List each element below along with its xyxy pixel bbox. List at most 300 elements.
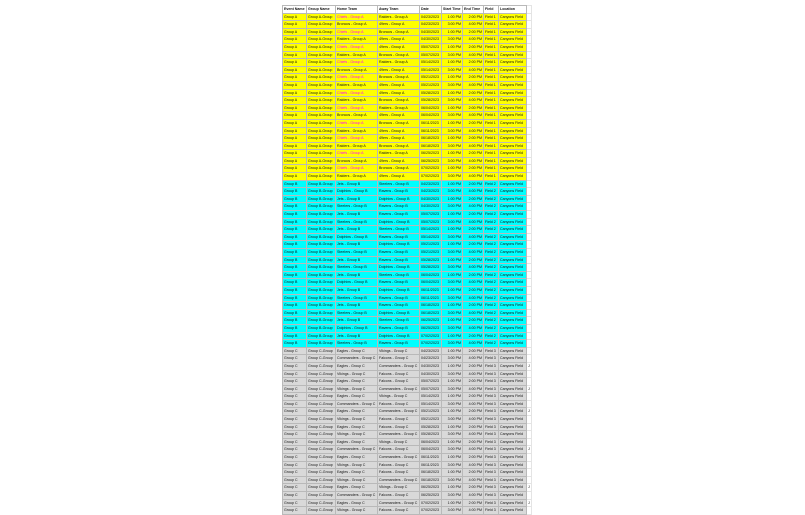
cell-location[interactable]: Canyons Field	[499, 256, 527, 264]
cell-event-name[interactable]: Group A	[283, 66, 307, 74]
cell-extra[interactable]	[527, 211, 532, 219]
cell-location[interactable]: Canyons Field	[499, 469, 527, 477]
cell-start-time[interactable]: 3:00 PM	[442, 203, 463, 211]
cell-home-team[interactable]: Commanders - Group C	[336, 400, 378, 408]
cell-event-name[interactable]: Group A	[283, 127, 307, 135]
cell-date[interactable]: 05/28/2023	[420, 423, 442, 431]
cell-away-team[interactable]: Raiders - Group A	[378, 59, 420, 67]
cell-away-team[interactable]: Ravens - Group B	[378, 249, 420, 257]
cell-group-name[interactable]: Group A-Group	[307, 74, 336, 82]
cell-field[interactable]: Field 2	[484, 286, 499, 294]
cell-date[interactable]: 06/25/2023	[420, 324, 442, 332]
cell-home-team[interactable]: Chiefs - Group A	[336, 119, 378, 127]
cell-location[interactable]: Canyons Field	[499, 438, 527, 446]
cell-start-time[interactable]: 1:00 PM	[442, 119, 463, 127]
cell-home-team[interactable]: Chiefs - Group A	[336, 28, 378, 36]
cell-group-name[interactable]: Group B-Group	[307, 340, 336, 348]
cell-home-team[interactable]: Jets - Group B	[336, 317, 378, 325]
cell-group-name[interactable]: Group B-Group	[307, 180, 336, 188]
cell-home-team[interactable]: Vikings - Group C	[336, 431, 378, 439]
cell-away-team[interactable]: Ravens - Group B	[378, 294, 420, 302]
cell-end-time[interactable]: 4:00 PM	[463, 81, 484, 89]
cell-start-time[interactable]: 3:00 PM	[442, 142, 463, 150]
cell-end-time[interactable]: 2:00 PM	[463, 256, 484, 264]
cell-field[interactable]: Field 2	[484, 226, 499, 234]
cell-event-name[interactable]: Group B	[283, 279, 307, 287]
cell-location[interactable]: Canyons Field	[499, 264, 527, 272]
cell-field[interactable]: Field 1	[484, 127, 499, 135]
cell-field[interactable]: Field 2	[484, 241, 499, 249]
cell-home-team[interactable]: Jets - Group B	[336, 241, 378, 249]
cell-extra[interactable]	[527, 294, 532, 302]
cell-home-team[interactable]: Steelers - Group B	[336, 340, 378, 348]
cell-extra[interactable]	[527, 36, 532, 44]
cell-event-name[interactable]: Group C	[283, 492, 307, 500]
cell-event-name[interactable]: Group C	[283, 438, 307, 446]
cell-date[interactable]: 04/23/2023	[420, 180, 442, 188]
cell-away-team[interactable]: Commanders - Group C	[378, 362, 420, 370]
cell-away-team[interactable]: Ravens - Group B	[378, 211, 420, 219]
cell-group-name[interactable]: Group B-Group	[307, 203, 336, 211]
cell-location[interactable]: Canyons Field	[499, 294, 527, 302]
cell-group-name[interactable]: Group B-Group	[307, 271, 336, 279]
cell-start-time[interactable]: 1:00 PM	[442, 469, 463, 477]
cell-home-team[interactable]: Commanders - Group C	[336, 446, 378, 454]
cell-group-name[interactable]: Group A-Group	[307, 89, 336, 97]
cell-end-time[interactable]: 2:00 PM	[463, 13, 484, 21]
cell-away-team[interactable]: Ravens - Group B	[378, 203, 420, 211]
cell-extra[interactable]	[527, 28, 532, 36]
cell-field[interactable]: Field 1	[484, 157, 499, 165]
cell-end-time[interactable]: 4:00 PM	[463, 294, 484, 302]
cell-date[interactable]: 05/14/2023	[420, 393, 442, 401]
cell-group-name[interactable]: Group A-Group	[307, 97, 336, 105]
cell-event-name[interactable]: Group C	[283, 423, 307, 431]
cell-event-name[interactable]: Group A	[283, 51, 307, 59]
column-header-extra[interactable]	[527, 6, 532, 14]
cell-extra[interactable]	[527, 21, 532, 29]
cell-start-time[interactable]: 3:00 PM	[442, 294, 463, 302]
cell-field[interactable]: Field 3	[484, 355, 499, 363]
cell-extra[interactable]	[527, 309, 532, 317]
cell-field[interactable]: Field 2	[484, 302, 499, 310]
cell-away-team[interactable]: Dolphins - Group B	[378, 264, 420, 272]
cell-field[interactable]: Field 3	[484, 378, 499, 386]
cell-start-time[interactable]: 3:00 PM	[442, 249, 463, 257]
cell-extra[interactable]	[527, 370, 532, 378]
cell-location[interactable]: Canyons Field	[499, 431, 527, 439]
cell-group-name[interactable]: Group B-Group	[307, 211, 336, 219]
cell-event-name[interactable]: Group A	[283, 119, 307, 127]
cell-date[interactable]: 07/02/2023	[420, 173, 442, 181]
cell-extra[interactable]	[527, 203, 532, 211]
cell-event-name[interactable]: Group A	[283, 74, 307, 82]
cell-event-name[interactable]: Group A	[283, 173, 307, 181]
cell-away-team[interactable]: Broncos - Group A	[378, 142, 420, 150]
cell-field[interactable]: Field 1	[484, 36, 499, 44]
cell-home-team[interactable]: Eagles - Group C	[336, 408, 378, 416]
cell-away-team[interactable]: Falcons - Group C	[378, 370, 420, 378]
cell-date[interactable]: 06/18/2023	[420, 302, 442, 310]
cell-end-time[interactable]: 2:00 PM	[463, 347, 484, 355]
cell-home-team[interactable]: Jets - Group B	[336, 211, 378, 219]
cell-field[interactable]: Field 2	[484, 294, 499, 302]
cell-away-team[interactable]: Vikings - Group C	[378, 484, 420, 492]
cell-group-name[interactable]: Group B-Group	[307, 218, 336, 226]
cell-field[interactable]: Field 3	[484, 492, 499, 500]
cell-date[interactable]: 06/04/2023	[420, 104, 442, 112]
cell-event-name[interactable]: Group B	[283, 294, 307, 302]
cell-group-name[interactable]: Group A-Group	[307, 21, 336, 29]
cell-group-name[interactable]: Group C-Group	[307, 378, 336, 386]
cell-field[interactable]: Field 1	[484, 74, 499, 82]
cell-start-time[interactable]: 3:00 PM	[442, 370, 463, 378]
cell-home-team[interactable]: Steelers - Group B	[336, 264, 378, 272]
cell-extra[interactable]: J	[527, 385, 532, 393]
cell-group-name[interactable]: Group C-Group	[307, 370, 336, 378]
cell-location[interactable]: Canyons Field	[499, 347, 527, 355]
cell-start-time[interactable]: 3:00 PM	[442, 188, 463, 196]
cell-location[interactable]: Canyons Field	[499, 461, 527, 469]
cell-location[interactable]: Canyons Field	[499, 28, 527, 36]
cell-start-time[interactable]: 3:00 PM	[442, 446, 463, 454]
cell-end-time[interactable]: 4:00 PM	[463, 355, 484, 363]
cell-away-team[interactable]: Ravens - Group B	[378, 302, 420, 310]
cell-start-time[interactable]: 3:00 PM	[442, 233, 463, 241]
cell-event-name[interactable]: Group A	[283, 89, 307, 97]
cell-away-team[interactable]: Falcons - Group C	[378, 446, 420, 454]
cell-extra[interactable]	[527, 461, 532, 469]
cell-extra[interactable]	[527, 378, 532, 386]
cell-event-name[interactable]: Group A	[283, 112, 307, 120]
cell-start-time[interactable]: 3:00 PM	[442, 492, 463, 500]
cell-start-time[interactable]: 3:00 PM	[442, 97, 463, 105]
cell-location[interactable]: Canyons Field	[499, 400, 527, 408]
cell-away-team[interactable]: Falcons - Group C	[378, 469, 420, 477]
cell-start-time[interactable]: 3:00 PM	[442, 127, 463, 135]
cell-extra[interactable]	[527, 59, 532, 67]
cell-field[interactable]: Field 1	[484, 43, 499, 51]
cell-date[interactable]: 04/30/2023	[420, 36, 442, 44]
cell-extra[interactable]	[527, 226, 532, 234]
cell-end-time[interactable]: 2:00 PM	[463, 454, 484, 462]
cell-group-name[interactable]: Group A-Group	[307, 127, 336, 135]
cell-group-name[interactable]: Group A-Group	[307, 43, 336, 51]
cell-start-time[interactable]: 3:00 PM	[442, 461, 463, 469]
cell-date[interactable]: 06/25/2023	[420, 492, 442, 500]
cell-away-team[interactable]: Vikings - Group C	[378, 347, 420, 355]
cell-event-name[interactable]: Group C	[283, 416, 307, 424]
cell-location[interactable]: Canyons Field	[499, 135, 527, 143]
cell-start-time[interactable]: 3:00 PM	[442, 157, 463, 165]
cell-start-time[interactable]: 1:00 PM	[442, 150, 463, 158]
cell-end-time[interactable]: 4:00 PM	[463, 249, 484, 257]
cell-extra[interactable]: J	[527, 362, 532, 370]
cell-away-team[interactable]: 49ers - Group A	[378, 112, 420, 120]
cell-date[interactable]: 07/02/2023	[420, 332, 442, 340]
cell-home-team[interactable]: Eagles - Group C	[336, 438, 378, 446]
cell-group-name[interactable]: Group C-Group	[307, 469, 336, 477]
cell-end-time[interactable]: 4:00 PM	[463, 97, 484, 105]
cell-away-team[interactable]: Ravens - Group B	[378, 256, 420, 264]
cell-field[interactable]: Field 2	[484, 256, 499, 264]
cell-home-team[interactable]: Vikings - Group C	[336, 385, 378, 393]
cell-extra[interactable]	[527, 43, 532, 51]
cell-start-time[interactable]: 1:00 PM	[442, 484, 463, 492]
cell-home-team[interactable]: Chiefs - Group A	[336, 89, 378, 97]
cell-event-name[interactable]: Group C	[283, 461, 307, 469]
cell-start-time[interactable]: 1:00 PM	[442, 378, 463, 386]
cell-extra[interactable]	[527, 249, 532, 257]
cell-event-name[interactable]: Group A	[283, 59, 307, 67]
cell-event-name[interactable]: Group A	[283, 135, 307, 143]
cell-group-name[interactable]: Group A-Group	[307, 157, 336, 165]
cell-extra[interactable]	[527, 233, 532, 241]
cell-home-team[interactable]: Jets - Group B	[336, 332, 378, 340]
cell-group-name[interactable]: Group C-Group	[307, 499, 336, 507]
cell-event-name[interactable]: Group A	[283, 150, 307, 158]
cell-group-name[interactable]: Group C-Group	[307, 416, 336, 424]
cell-group-name[interactable]: Group A-Group	[307, 66, 336, 74]
cell-start-time[interactable]: 1:00 PM	[442, 317, 463, 325]
cell-end-time[interactable]: 4:00 PM	[463, 21, 484, 29]
cell-home-team[interactable]: Eagles - Group C	[336, 347, 378, 355]
cell-home-team[interactable]: Steelers - Group B	[336, 309, 378, 317]
cell-end-time[interactable]: 2:00 PM	[463, 484, 484, 492]
cell-group-name[interactable]: Group B-Group	[307, 233, 336, 241]
cell-event-name[interactable]: Group A	[283, 157, 307, 165]
cell-away-team[interactable]: Ravens - Group B	[378, 279, 420, 287]
cell-date[interactable]: 05/14/2023	[420, 233, 442, 241]
cell-end-time[interactable]: 2:00 PM	[463, 28, 484, 36]
cell-end-time[interactable]: 4:00 PM	[463, 431, 484, 439]
cell-date[interactable]: 06/25/2023	[420, 150, 442, 158]
cell-location[interactable]: Canyons Field	[499, 271, 527, 279]
cell-home-team[interactable]: Eagles - Group C	[336, 362, 378, 370]
cell-extra[interactable]	[527, 431, 532, 439]
cell-field[interactable]: Field 2	[484, 309, 499, 317]
cell-location[interactable]: Canyons Field	[499, 81, 527, 89]
cell-extra[interactable]	[527, 74, 532, 82]
cell-home-team[interactable]: Dolphins - Group B	[336, 279, 378, 287]
cell-field[interactable]: Field 2	[484, 203, 499, 211]
cell-date[interactable]: 05/07/2023	[420, 385, 442, 393]
cell-field[interactable]: Field 2	[484, 218, 499, 226]
cell-date[interactable]: 06/18/2023	[420, 469, 442, 477]
cell-field[interactable]: Field 1	[484, 21, 499, 29]
cell-away-team[interactable]: Raiders - Group A	[378, 150, 420, 158]
cell-date[interactable]: 06/25/2023	[420, 484, 442, 492]
cell-away-team[interactable]: Vikings - Group C	[378, 393, 420, 401]
cell-date[interactable]: 05/28/2023	[420, 97, 442, 105]
cell-location[interactable]: Canyons Field	[499, 165, 527, 173]
cell-event-name[interactable]: Group C	[283, 469, 307, 477]
cell-date[interactable]: 04/30/2023	[420, 362, 442, 370]
cell-date[interactable]: 04/23/2023	[420, 21, 442, 29]
cell-extra[interactable]	[527, 340, 532, 348]
cell-location[interactable]: Canyons Field	[499, 507, 527, 515]
cell-end-time[interactable]: 2:00 PM	[463, 226, 484, 234]
cell-end-time[interactable]: 2:00 PM	[463, 499, 484, 507]
cell-away-team[interactable]: Raiders - Group A	[378, 13, 420, 21]
cell-event-name[interactable]: Group B	[283, 218, 307, 226]
cell-end-time[interactable]: 2:00 PM	[463, 423, 484, 431]
cell-end-time[interactable]: 2:00 PM	[463, 469, 484, 477]
cell-extra[interactable]	[527, 150, 532, 158]
cell-location[interactable]: Canyons Field	[499, 317, 527, 325]
cell-away-team[interactable]: Falcons - Group C	[378, 461, 420, 469]
cell-event-name[interactable]: Group A	[283, 142, 307, 150]
cell-away-team[interactable]: Steelers - Group B	[378, 180, 420, 188]
cell-end-time[interactable]: 4:00 PM	[463, 492, 484, 500]
cell-end-time[interactable]: 2:00 PM	[463, 378, 484, 386]
cell-end-time[interactable]: 4:00 PM	[463, 233, 484, 241]
cell-away-team[interactable]: Dolphins - Group B	[378, 218, 420, 226]
cell-start-time[interactable]: 3:00 PM	[442, 112, 463, 120]
cell-group-name[interactable]: Group A-Group	[307, 28, 336, 36]
cell-extra[interactable]	[527, 271, 532, 279]
cell-home-team[interactable]: Eagles - Group C	[336, 393, 378, 401]
cell-event-name[interactable]: Group B	[283, 264, 307, 272]
cell-event-name[interactable]: Group C	[283, 400, 307, 408]
cell-start-time[interactable]: 1:00 PM	[442, 74, 463, 82]
cell-date[interactable]: 04/30/2023	[420, 195, 442, 203]
cell-group-name[interactable]: Group C-Group	[307, 476, 336, 484]
cell-extra[interactable]	[527, 104, 532, 112]
cell-location[interactable]: Canyons Field	[499, 324, 527, 332]
cell-field[interactable]: Field 1	[484, 104, 499, 112]
cell-start-time[interactable]: 1:00 PM	[442, 271, 463, 279]
cell-end-time[interactable]: 2:00 PM	[463, 362, 484, 370]
cell-home-team[interactable]: Eagles - Group C	[336, 499, 378, 507]
cell-location[interactable]: Canyons Field	[499, 218, 527, 226]
cell-away-team[interactable]: 49ers - Group A	[378, 157, 420, 165]
cell-group-name[interactable]: Group B-Group	[307, 249, 336, 257]
cell-start-time[interactable]: 1:00 PM	[442, 165, 463, 173]
cell-home-team[interactable]: Dolphins - Group B	[336, 324, 378, 332]
cell-extra[interactable]	[527, 195, 532, 203]
cell-location[interactable]: Canyons Field	[499, 43, 527, 51]
cell-group-name[interactable]: Group C-Group	[307, 492, 336, 500]
cell-home-team[interactable]: Steelers - Group B	[336, 218, 378, 226]
cell-away-team[interactable]: Steelers - Group B	[378, 317, 420, 325]
cell-extra[interactable]	[527, 264, 532, 272]
cell-extra[interactable]: J	[527, 484, 532, 492]
cell-extra[interactable]	[527, 241, 532, 249]
cell-home-team[interactable]: Vikings - Group C	[336, 416, 378, 424]
cell-start-time[interactable]: 3:00 PM	[442, 355, 463, 363]
cell-start-time[interactable]: 3:00 PM	[442, 400, 463, 408]
cell-event-name[interactable]: Group A	[283, 165, 307, 173]
cell-extra[interactable]	[527, 218, 532, 226]
cell-group-name[interactable]: Group C-Group	[307, 446, 336, 454]
cell-end-time[interactable]: 4:00 PM	[463, 279, 484, 287]
cell-location[interactable]: Canyons Field	[499, 51, 527, 59]
cell-group-name[interactable]: Group C-Group	[307, 347, 336, 355]
cell-date[interactable]: 05/07/2023	[420, 218, 442, 226]
cell-location[interactable]: Canyons Field	[499, 286, 527, 294]
cell-home-team[interactable]: Jets - Group B	[336, 195, 378, 203]
cell-location[interactable]: Canyons Field	[499, 385, 527, 393]
cell-home-team[interactable]: Raiders - Group A	[336, 36, 378, 44]
cell-away-team[interactable]: Dolphins - Group B	[378, 332, 420, 340]
cell-start-time[interactable]: 1:00 PM	[442, 104, 463, 112]
cell-home-team[interactable]: Steelers - Group B	[336, 203, 378, 211]
cell-home-team[interactable]: Steelers - Group B	[336, 249, 378, 257]
cell-field[interactable]: Field 2	[484, 324, 499, 332]
cell-date[interactable]: 04/30/2023	[420, 370, 442, 378]
cell-date[interactable]: 06/04/2023	[420, 279, 442, 287]
cell-end-time[interactable]: 2:00 PM	[463, 74, 484, 82]
cell-location[interactable]: Canyons Field	[499, 332, 527, 340]
cell-end-time[interactable]: 4:00 PM	[463, 309, 484, 317]
cell-field[interactable]: Field 1	[484, 119, 499, 127]
cell-end-time[interactable]: 2:00 PM	[463, 43, 484, 51]
cell-home-team[interactable]: Commanders - Group C	[336, 492, 378, 500]
cell-home-team[interactable]: Raiders - Group A	[336, 142, 378, 150]
cell-away-team[interactable]: Falcons - Group C	[378, 423, 420, 431]
column-header-date[interactable]: Date	[420, 6, 442, 14]
cell-end-time[interactable]: 4:00 PM	[463, 218, 484, 226]
cell-location[interactable]: Canyons Field	[499, 233, 527, 241]
cell-start-time[interactable]: 1:00 PM	[442, 195, 463, 203]
cell-event-name[interactable]: Group C	[283, 499, 307, 507]
cell-end-time[interactable]: 2:00 PM	[463, 195, 484, 203]
cell-end-time[interactable]: 2:00 PM	[463, 438, 484, 446]
cell-date[interactable]: 05/21/2023	[420, 241, 442, 249]
cell-date[interactable]: 06/11/2023	[420, 294, 442, 302]
cell-extra[interactable]	[527, 302, 532, 310]
cell-away-team[interactable]: Ravens - Group B	[378, 188, 420, 196]
cell-date[interactable]: 05/28/2023	[420, 89, 442, 97]
cell-away-team[interactable]: Raiders - Group A	[378, 104, 420, 112]
cell-home-team[interactable]: Raiders - Group A	[336, 97, 378, 105]
cell-group-name[interactable]: Group B-Group	[307, 241, 336, 249]
cell-extra[interactable]	[527, 112, 532, 120]
cell-group-name[interactable]: Group C-Group	[307, 484, 336, 492]
cell-field[interactable]: Field 3	[484, 408, 499, 416]
cell-away-team[interactable]: 49ers - Group A	[378, 66, 420, 74]
cell-date[interactable]: 05/28/2023	[420, 431, 442, 439]
cell-field[interactable]: Field 2	[484, 211, 499, 219]
cell-end-time[interactable]: 2:00 PM	[463, 104, 484, 112]
cell-home-team[interactable]: Chiefs - Group A	[336, 59, 378, 67]
cell-end-time[interactable]: 4:00 PM	[463, 203, 484, 211]
cell-start-time[interactable]: 1:00 PM	[442, 408, 463, 416]
cell-start-time[interactable]: 1:00 PM	[442, 454, 463, 462]
cell-away-team[interactable]: Falcons - Group C	[378, 416, 420, 424]
cell-field[interactable]: Field 2	[484, 264, 499, 272]
cell-date[interactable]: 05/28/2023	[420, 264, 442, 272]
cell-home-team[interactable]: Raiders - Group A	[336, 173, 378, 181]
cell-group-name[interactable]: Group C-Group	[307, 431, 336, 439]
cell-group-name[interactable]: Group B-Group	[307, 188, 336, 196]
cell-location[interactable]: Canyons Field	[499, 446, 527, 454]
cell-location[interactable]: Canyons Field	[499, 36, 527, 44]
cell-extra[interactable]	[527, 51, 532, 59]
cell-field[interactable]: Field 3	[484, 431, 499, 439]
cell-field[interactable]: Field 3	[484, 400, 499, 408]
cell-location[interactable]: Canyons Field	[499, 355, 527, 363]
cell-end-time[interactable]: 2:00 PM	[463, 165, 484, 173]
cell-date[interactable]: 07/02/2023	[420, 340, 442, 348]
cell-away-team[interactable]: 49ers - Group A	[378, 135, 420, 143]
cell-date[interactable]: 05/21/2023	[420, 74, 442, 82]
cell-home-team[interactable]: Commanders - Group C	[336, 355, 378, 363]
cell-home-team[interactable]: Chiefs - Group A	[336, 13, 378, 21]
cell-start-time[interactable]: 3:00 PM	[442, 324, 463, 332]
column-header-event-name[interactable]: Event Name	[283, 6, 307, 14]
